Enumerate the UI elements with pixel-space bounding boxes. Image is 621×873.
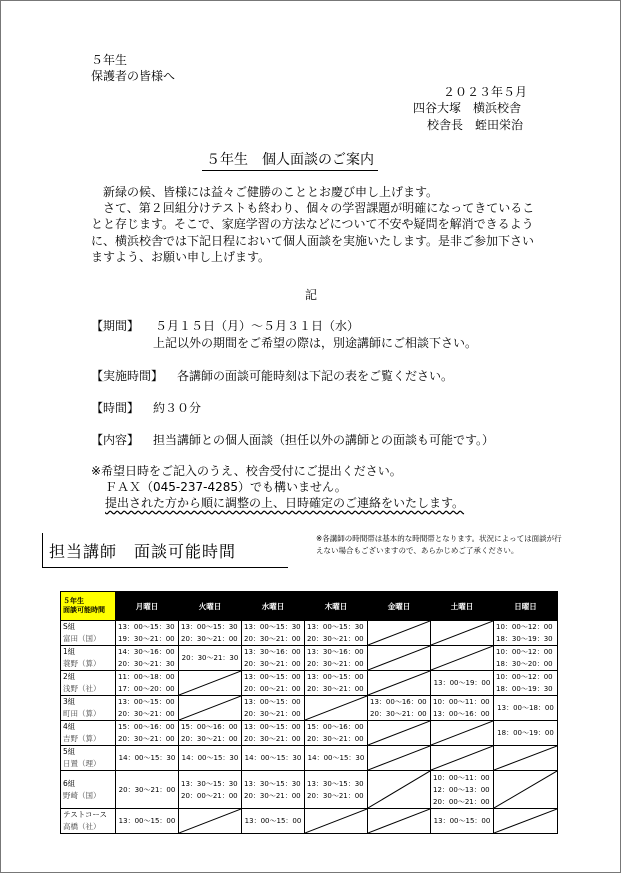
time-slot-cell [494, 696, 558, 721]
unavailable-slash [494, 771, 557, 808]
unavailable-slash [431, 621, 493, 645]
group-label: テストコース [63, 810, 108, 819]
time-slot-cell [242, 809, 305, 834]
day-header-thu: 木曜日 [305, 592, 368, 621]
ki-heading: 記 [305, 288, 318, 302]
time-slot-cell [179, 771, 242, 809]
time-slot: 20：30～21：00 [118, 710, 175, 718]
day-header-sun: 日曜日 [494, 592, 558, 621]
time-slot: 13：00～15：00 [118, 698, 175, 706]
time-slot-cell [494, 621, 558, 646]
period-value: ５月１５日（月）～５月３１日（水） [155, 319, 360, 333]
time-slot: 11：00～18：00 [118, 673, 175, 681]
corner-grade: ５年生 [63, 597, 84, 605]
unavailable-cell [368, 746, 431, 771]
time-slot: 20：30～21：00 [244, 791, 301, 800]
time-slot-cell [305, 621, 368, 646]
time-slot: 20：30～21：30 [118, 660, 175, 668]
unavailable-slash [368, 721, 430, 745]
unavailable-slash [494, 746, 557, 770]
day-header-wed: 水曜日 [242, 592, 305, 621]
unavailable-slash [179, 671, 241, 695]
table-row [61, 746, 558, 771]
teacher-name: 吉野（算） [63, 734, 101, 743]
time-slot: 17：00～20：00 [118, 685, 175, 693]
time-slot: 13：00～15：00 [244, 673, 301, 681]
unavailable-cell [368, 809, 431, 834]
unavailable-cell [431, 746, 494, 771]
greeting-line-2: さて、第２回組分けテストも終わり、個々の学習課題が明確になってきていることと存じます。そこで、家庭学習の方法などについて不安や疑問を解消できるように、横浜校舎では下記日程において個人面談を実施いたします。是非ご参加下さいますよう、お願い申し上げます。 [91, 201, 535, 264]
unavailable-cell [368, 771, 431, 809]
time-slot-cell [116, 809, 179, 834]
teacher-cell [61, 746, 116, 771]
time-slot: 18：00～19：00 [497, 729, 554, 737]
time-slot: 20：30～21：00 [244, 635, 301, 643]
time-slot: 13：00～15：00 [244, 723, 301, 731]
time-slot-cell [305, 771, 368, 809]
unavailable-slash [368, 671, 430, 695]
time-slot-cell [116, 621, 179, 646]
time-slot: 14：00～15：30 [307, 754, 365, 762]
unavailable-slash [368, 809, 430, 833]
section-underline [42, 567, 288, 568]
time-slot-cell [242, 671, 305, 696]
table-row [61, 721, 558, 746]
time-slot: 13：00～15：00 [307, 673, 364, 681]
group-label: 2組 [63, 672, 76, 681]
time-slot: 20：30～21：00 [307, 735, 364, 743]
time-slot: 18：30～19：30 [496, 635, 553, 643]
notice-line-3: 提出された方から順に調整の上、日時確定のご連絡をいたします。 [105, 496, 465, 510]
unavailable-slash [368, 746, 430, 770]
teacher-name: 浅野（社） [63, 684, 101, 693]
unavailable-cell [368, 671, 431, 696]
time-slot: 13：00～19：00 [433, 679, 491, 687]
time-slot: 13：30～15：30 [181, 779, 238, 788]
table-row [61, 621, 558, 646]
sender-school: 四谷大塚 横浜校舎 [413, 101, 522, 115]
time-slot: 19：30～21：00 [118, 635, 175, 643]
time-slot-cell [242, 621, 305, 646]
time-slot-cell [494, 646, 558, 671]
time-slot: 15：00～16：00 [181, 723, 238, 731]
time-slot: 10：00～12：00 [496, 648, 553, 656]
time-slot: 13：00～18：00 [497, 704, 554, 712]
time-slot: 13：00～15：00 [244, 817, 302, 825]
table-row [61, 809, 558, 834]
time-slot: 14：00～15：30 [244, 754, 302, 762]
period-label: 【期間】 [91, 319, 140, 333]
unavailable-cell [431, 646, 494, 671]
duration-value: 約３０分 [153, 401, 202, 415]
table-row [61, 771, 558, 809]
time-slot: 20：00～21：00 [181, 791, 238, 800]
time-slot: 12：00～13：00 [433, 785, 490, 794]
time-slot: 20：00～21：00 [244, 685, 301, 693]
time-slot-cell [431, 671, 494, 696]
unavailable-slash [305, 809, 367, 833]
time-slot: 20：00～21：00 [433, 797, 490, 806]
time-slot: 14：30～16：00 [118, 648, 175, 656]
sender-head: 校舎長 蛭田栄治 [427, 118, 524, 132]
teacher-cell [61, 671, 116, 696]
day-header-sat: 土曜日 [431, 592, 494, 621]
time-slot-cell [494, 671, 558, 696]
time-slot: 13：00～16：00 [433, 710, 490, 718]
teacher-cell [61, 621, 116, 646]
time-slot: 13：00～15：30 [307, 623, 364, 631]
time-slot-cell [242, 646, 305, 671]
teacher-name: 町田（算） [63, 709, 101, 718]
corner-label: 面談可能時間 [63, 606, 105, 614]
time-slot: 13：30～16：00 [244, 648, 301, 656]
time-slot-cell [242, 721, 305, 746]
content-value: 担当講師との個人面談（担任以外の講師との面談も可能です。） [153, 433, 495, 447]
time-slot-cell [179, 746, 242, 771]
time-slot-cell [242, 746, 305, 771]
time-slot: 18：30～20：00 [496, 660, 553, 668]
time-slot: 14：00～15：30 [118, 754, 176, 762]
unavailable-cell [494, 809, 558, 834]
time-slot: 14：00～15：30 [181, 754, 239, 762]
unavailable-slash [179, 696, 241, 720]
teacher-cell [61, 809, 116, 834]
time-slot-cell [179, 646, 242, 671]
group-label: 3組 [63, 697, 76, 706]
duration-label: 【時間】 [91, 401, 140, 415]
time-slot-cell [116, 696, 179, 721]
hours-label: 【実施時間】 [91, 369, 164, 383]
period-note: 上記以外の期間をご希望の際は，別途講師にご相談下さい。 [153, 336, 478, 350]
recipient: 保護者の皆様へ [91, 69, 176, 83]
time-slot-cell [179, 721, 242, 746]
unavailable-slash [305, 696, 367, 720]
time-slot: 15：00～16：00 [307, 723, 364, 731]
time-slot: 15：00～16：00 [118, 723, 175, 731]
unavailable-slash [431, 646, 493, 670]
time-slot-cell [368, 696, 431, 721]
time-slot: 20：30～21：00 [244, 735, 301, 743]
time-slot: 20：30～21：00 [118, 735, 175, 743]
time-slot: 20：30～21：00 [307, 660, 364, 668]
group-label: 1組 [63, 647, 76, 656]
day-header-mon: 月曜日 [116, 592, 179, 621]
time-slot: 20：30～21：00 [118, 785, 176, 794]
unavailable-cell [431, 721, 494, 746]
unavailable-cell [494, 771, 558, 809]
time-slot: 13：00～15：00 [433, 817, 491, 825]
unavailable-slash [494, 809, 557, 833]
greeting-paragraph [91, 184, 539, 265]
time-slot: 13：00～15：30 [118, 623, 175, 631]
teacher-cell [61, 721, 116, 746]
unavailable-cell [368, 646, 431, 671]
unavailable-cell [368, 621, 431, 646]
time-slot-cell [431, 696, 494, 721]
time-slot-cell [116, 771, 179, 809]
time-slot: 20：30～21：30 [181, 654, 239, 662]
time-slot: 20：30～21：00 [244, 710, 301, 718]
group-label: 6組 [63, 778, 76, 788]
time-slot: 20：30～21：00 [181, 735, 238, 743]
schedule-section-title: 担当講師 面談可能時間 [49, 542, 237, 561]
unavailable-cell [179, 809, 242, 834]
unavailable-cell [179, 696, 242, 721]
time-slot: 13：00～15：30 [244, 623, 301, 631]
time-slot-cell [242, 696, 305, 721]
time-slot-cell [242, 771, 305, 809]
teacher-cell [61, 646, 116, 671]
time-slot-cell [116, 746, 179, 771]
hours-value: 各講師の面談可能時刻は下記の表をご覧ください。 [177, 369, 454, 383]
time-slot: 13：00～15：30 [181, 623, 238, 631]
teacher-cell [61, 696, 116, 721]
unavailable-slash [431, 746, 493, 770]
time-slot: 20：30～21：00 [307, 685, 364, 693]
time-slot-cell [305, 721, 368, 746]
time-slot: 10：00～11：00 [433, 773, 490, 782]
time-slot: 13：00～16：00 [370, 698, 427, 706]
group-label: S組 [63, 622, 76, 631]
unavailable-slash [368, 646, 430, 670]
group-label: 4組 [63, 722, 76, 731]
unavailable-cell [305, 809, 368, 834]
day-header-fri: 金曜日 [368, 592, 431, 621]
time-slot: 20：30～21：00 [307, 791, 364, 800]
time-slot: 13：30～15：30 [244, 779, 301, 788]
unavailable-cell [431, 621, 494, 646]
time-slot-cell [116, 721, 179, 746]
recipient-grade: ５年生 [91, 53, 128, 67]
notice-line-1: ※希望日時をご記入のうえ、校舎受付にご提出ください。 [91, 464, 402, 478]
unavailable-cell [179, 671, 242, 696]
unavailable-cell [305, 696, 368, 721]
time-slot-cell [305, 671, 368, 696]
teacher-name: 富田（国） [63, 634, 101, 643]
time-slot: 10：00～12：00 [496, 623, 553, 631]
time-slot: 10：00～12：00 [496, 673, 553, 681]
time-slot: 10：00～11：00 [433, 698, 490, 706]
table-row [61, 696, 558, 721]
schedule-note: ※各講師の時間帯は基本的な時間帯となります。状況によっては面談が行えない場合もございますので、あらかじめご了承ください。 [316, 534, 562, 555]
content-label: 【内容】 [91, 433, 140, 447]
unavailable-cell [494, 746, 558, 771]
time-slot-cell [116, 671, 179, 696]
teacher-cell [61, 771, 116, 809]
time-slot: 20：30～21：00 [370, 710, 427, 718]
section-left-rule [42, 533, 43, 568]
time-slot-cell [431, 809, 494, 834]
time-slot-cell [305, 746, 368, 771]
time-slot: 13：00～15：00 [244, 698, 301, 706]
teacher-name: 野崎（国） [63, 790, 101, 800]
unavailable-slash [368, 621, 430, 645]
table-row [61, 646, 558, 671]
document-title: ５年生 個人面談のご案内 [202, 149, 378, 171]
unavailable-cell [368, 721, 431, 746]
time-slot: 20：30～21：00 [181, 635, 238, 643]
time-slot: 18：00～19：30 [496, 685, 553, 693]
day-header-tue: 火曜日 [179, 592, 242, 621]
time-slot: 13：30～16：00 [307, 648, 364, 656]
time-slot-cell [305, 646, 368, 671]
teacher-name: 蓑野（算） [63, 659, 101, 668]
time-slot-cell [116, 646, 179, 671]
time-slot: 13：00～15：00 [118, 817, 176, 825]
teacher-name: 高橋（社） [63, 822, 101, 831]
table-corner-header [61, 592, 116, 621]
unavailable-slash [179, 809, 241, 833]
time-slot: 13：30～15：30 [307, 779, 364, 788]
time-slot-cell [494, 721, 558, 746]
notice-line-2: ＦＡＸ（045-237-4285）でも構いません。 [105, 480, 347, 494]
time-slot: 20：30～21：00 [244, 660, 301, 668]
unavailable-slash [368, 771, 430, 808]
teacher-name: 日置（理） [63, 759, 101, 768]
table-row [61, 671, 558, 696]
letter-date: ２０２３年５月 [443, 85, 528, 99]
greeting-line-1: 新緑の候、皆様には益々ご健勝のこととお慶び申し上げます。 [103, 185, 439, 199]
time-slot-cell [431, 771, 494, 809]
group-label: 5組 [63, 747, 76, 756]
unavailable-slash [431, 721, 493, 745]
time-slot: 20：30～21：00 [307, 635, 364, 643]
time-slot-cell [179, 621, 242, 646]
schedule-table [60, 591, 558, 834]
